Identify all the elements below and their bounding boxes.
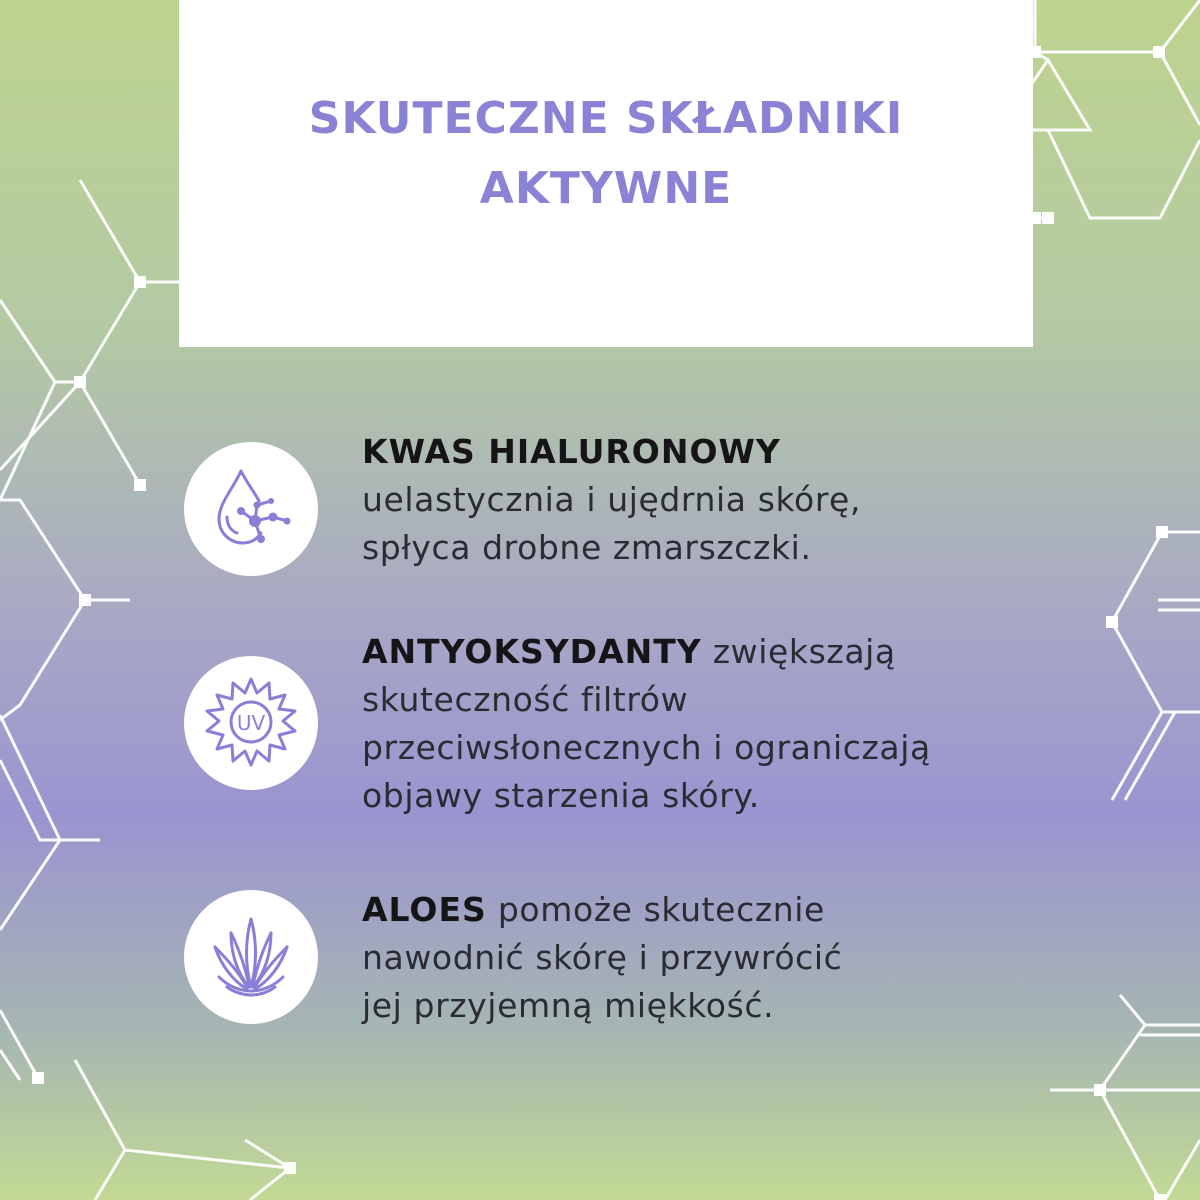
ingredient-heading: ANTYOKSYDANTY (362, 632, 702, 671)
icon-badge (184, 656, 318, 790)
description-line: pomoże skutecznie (486, 890, 825, 929)
description-line: przeciwsłonecznych i ograniczają (362, 728, 931, 767)
description-line: nawodnić skórę i przywrócić (362, 938, 843, 977)
aloe-icon (201, 907, 301, 1007)
uv-label: UV (236, 711, 266, 735)
ingredient-description (362, 886, 1062, 1030)
page-title-line-2: AKTYWNE (479, 162, 733, 214)
ingredient-description (362, 428, 1062, 572)
icon-badge (184, 890, 318, 1024)
description-line: objawy starzenia skóry. (362, 776, 760, 815)
description-line: uelastycznia i ujędrnia skórę, (362, 480, 861, 519)
uv-sun-icon (199, 671, 303, 775)
icon-badge (184, 442, 318, 576)
title-card (179, 0, 1033, 347)
description-line: zwiększają (701, 632, 896, 671)
page-title-line-1: SKUTECZNE SKŁADNIKI (308, 92, 904, 144)
ingredient-heading: KWAS HIALURONOWY (362, 432, 781, 471)
description-line: jej przyjemną miękkość. (362, 986, 775, 1025)
ingredient-description (362, 628, 1062, 820)
description-line: spłyca drobne zmarszczki. (362, 528, 812, 567)
ingredient-heading: ALOES (362, 890, 487, 929)
hyaluronic-drop-molecule-icon (203, 461, 299, 557)
description-line: skuteczność filtrów (362, 680, 689, 719)
